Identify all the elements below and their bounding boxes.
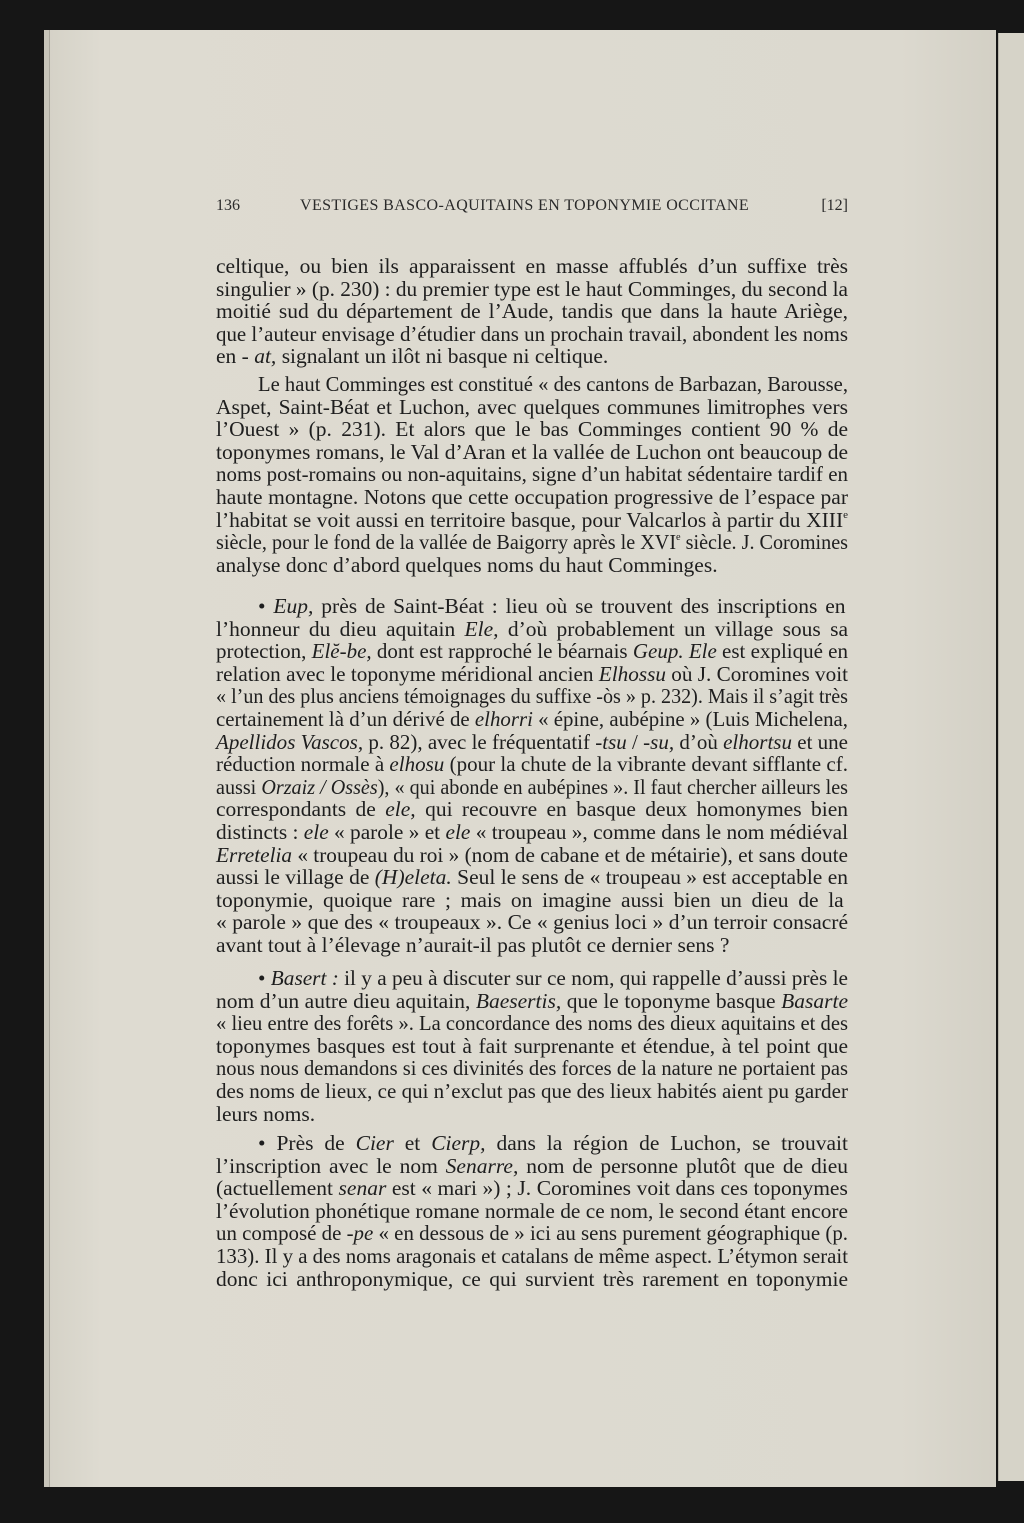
text-line <box>216 1035 848 1058</box>
text-line-content <box>216 1103 315 1126</box>
text-run: que l’auteur envisage d’étudier dans un prochain travail, abondent les noms <box>216 321 848 346</box>
text-line <box>216 441 848 464</box>
text-run: toponymes romans, le Val d’Aran et la vallée de Luchon ont beaucoup de <box>216 439 848 464</box>
italic-term: at, <box>254 344 277 369</box>
italic-term: elhortsu <box>723 729 792 754</box>
italic-term: Orzaiz / Ossès <box>261 774 378 799</box>
page-edge <box>44 30 50 1487</box>
text-line <box>216 1245 848 1268</box>
text-line <box>216 418 848 441</box>
text-line <box>216 278 848 301</box>
text-line-content <box>216 1222 848 1245</box>
text-run: celtique, ou bien ils apparaissent en masse affublés d’un suffixe très <box>216 254 848 278</box>
text-line-content <box>216 396 848 419</box>
text-run: (actuellement <box>216 1176 339 1201</box>
text-line <box>216 731 848 754</box>
text-line <box>216 255 848 278</box>
text-run: / <box>626 729 644 754</box>
text-run: donc ici anthroponymique, ce qui survient très rarement en toponymie <box>216 1266 848 1291</box>
text-line-content <box>216 753 848 776</box>
text-line-content <box>216 798 848 821</box>
text-run: réduction normale à <box>216 752 390 777</box>
text-line <box>216 640 848 663</box>
text-line <box>216 1268 848 1291</box>
text-line-content <box>258 373 848 396</box>
text-run: siècle. J. Coromines <box>680 530 848 555</box>
text-run: et une <box>791 729 848 754</box>
text-line-content <box>258 595 846 618</box>
running-title: VESTIGES BASCO-AQUITAINS EN TOPONYMIE OCCITANE <box>300 197 750 214</box>
text-line <box>216 798 848 821</box>
text-line-content <box>216 300 848 323</box>
text-run: analyse donc d’abord quelques noms du haut Comminges. <box>216 552 718 577</box>
text-run: protection, <box>216 639 312 664</box>
text-run: où J. Coromines voit <box>665 661 848 686</box>
text-line-content <box>258 1132 848 1155</box>
text-run: l’honneur du dieu aquitain <box>216 616 465 641</box>
text-run: • <box>258 966 271 990</box>
italic-term: ele, <box>385 797 416 822</box>
text-line <box>216 396 848 419</box>
text-run: « parole » que des « troupeaux ». Ce « genius loci » d’un terroir consacré <box>216 910 848 935</box>
text-line <box>216 1222 848 1245</box>
text-line <box>216 934 848 957</box>
text-run: nom d’un autre dieu aquitain, <box>216 988 476 1013</box>
text-line <box>216 1080 848 1103</box>
text-run: l’évolution phonétique romane normale de ce nom, le second étant encore <box>216 1198 848 1223</box>
text-line-content <box>216 323 848 346</box>
text-run: d’où probablement un village sous sa <box>498 616 848 641</box>
text-line-content <box>216 1155 848 1178</box>
text-run: « épine, aubépine » (Luis Michelena, <box>532 706 848 731</box>
text-run: noms post-romains ou non-aquitains, signe d’un habitat sédentaire tardif en <box>216 462 848 487</box>
text-line <box>216 463 848 486</box>
superscript: e <box>676 531 681 544</box>
italic-term: Baesertis, <box>475 988 562 1013</box>
text-run: « parole » et <box>328 819 446 844</box>
text-line <box>216 618 848 641</box>
italic-term: -tsu <box>595 729 627 754</box>
italic-term: -pe <box>346 1221 374 1246</box>
text-line-content <box>216 1177 848 1200</box>
italic-term: Ele, <box>464 616 499 641</box>
text-line-content <box>216 1200 848 1223</box>
text-run: l’Ouest » (p. 231). Et alors que le bas Comminges contient 90 % de <box>216 417 848 442</box>
text-run: dans la région de Luchon, se trouvait <box>485 1131 848 1155</box>
italic-term: Geup. Ele <box>632 639 717 664</box>
text-line-content <box>216 441 848 464</box>
text-line-content <box>216 934 729 957</box>
text-run: près de Saint-Béat : lieu où se trouvent des inscriptions en <box>313 594 846 618</box>
italic-term: ele <box>303 819 329 844</box>
text-line-content <box>216 866 848 889</box>
text-line-content <box>216 1268 848 1291</box>
text-run: toponymes basques est tout à fait surprenante et étendue, à tel point que <box>216 1033 848 1058</box>
italic-term: Basarte <box>781 988 848 1013</box>
italic-term: Cierp, <box>431 1131 486 1155</box>
italic-term: Cier <box>355 1131 394 1155</box>
text-run: « troupeau », comme dans le nom médiéval <box>470 819 848 844</box>
text-line-content <box>216 731 848 754</box>
paragraph-haut-comminges <box>216 373 848 576</box>
text-line <box>216 1103 848 1126</box>
text-line-content <box>216 278 848 301</box>
italic-term: Elhossu <box>598 661 666 686</box>
text-run: « troupeau du roi » (nom de cabane et de métairie), et sans doute <box>292 842 848 867</box>
text-line <box>216 531 848 554</box>
text-run: « lieu entre des forêts ». La concordance des noms des dieux aquitains et des <box>216 1011 848 1036</box>
text-line <box>216 554 848 577</box>
text-line-content <box>216 821 848 844</box>
text-run: toponymie, quoique rare ; mais on imagine aussi bien un dieu de la <box>216 887 844 912</box>
text-run: aussi le village de <box>216 865 375 890</box>
text-run: et <box>393 1131 432 1155</box>
text-run: est expliqué en <box>716 639 848 664</box>
italic-term: Elĕ-be, <box>311 639 372 664</box>
paragraph-eup <box>216 595 848 957</box>
text-run: singulier » (p. 230) : du premier type est le haut Comminges, du second la <box>216 276 848 301</box>
text-line <box>216 1012 848 1035</box>
text-line <box>216 990 848 1013</box>
paragraph-cier-cierp <box>216 1132 848 1290</box>
text-run: nom de personne plutôt que de dieu <box>518 1153 849 1178</box>
text-run: un composé de <box>216 1221 347 1246</box>
text-line-content <box>216 531 848 554</box>
paragraph-intro-continuation <box>216 255 848 368</box>
italic-term: -su, <box>643 729 675 754</box>
text-line-content <box>216 418 848 441</box>
text-run: 133). Il y a des noms aragonais et catalans de même aspect. L’étymon serait <box>216 1243 848 1268</box>
running-header <box>216 197 848 219</box>
text-line <box>216 345 848 368</box>
text-line <box>216 1132 848 1155</box>
text-line-content <box>258 967 848 990</box>
text-run: des noms de lieux, ce qui n’exclut pas que des lieux habités aient pu garder <box>216 1078 848 1103</box>
text-line <box>216 1057 848 1080</box>
italic-term: Eup, <box>273 594 314 618</box>
page-number: 136 <box>216 197 240 214</box>
text-run: leurs noms. <box>216 1101 316 1126</box>
text-line-content <box>216 345 608 368</box>
text-run: l’habitat se voit aussi en territoire basque, pour Valcarlos à partir du XIII <box>216 507 844 532</box>
italic-term: Senarre, <box>445 1153 519 1178</box>
text-run: moitié sud du département de l’Aude, tandis que dans la haute Ariège, <box>216 299 848 324</box>
text-run: correspondants de <box>216 797 386 822</box>
italic-term: senar <box>338 1176 387 1201</box>
italic-term: ele <box>445 819 471 844</box>
text-line-content <box>216 1080 848 1103</box>
text-run: aussi <box>216 774 262 799</box>
text-line-content <box>216 1012 848 1035</box>
text-run: que le toponyme basque <box>561 988 782 1013</box>
text-line-content <box>216 1035 848 1058</box>
text-line-content <box>216 1057 848 1080</box>
text-line <box>216 509 848 532</box>
text-run: siècle, pour le fond de la vallée de Baigorry après le XVI <box>216 530 677 555</box>
text-run: en - <box>216 344 255 369</box>
italic-term: elhorri <box>474 706 533 731</box>
text-run: haute montagne. Notons que cette occupation progressive de l’espace par <box>216 484 848 509</box>
text-line <box>216 595 848 618</box>
text-run: dont est rapproché le béarnais <box>371 639 633 664</box>
text-line <box>216 1200 848 1223</box>
text-line-content <box>216 618 848 641</box>
text-run: certainement là d’un dérivé de <box>216 706 475 731</box>
text-line <box>216 685 848 708</box>
section-number: [12] <box>821 197 848 214</box>
text-line <box>216 866 848 889</box>
text-run: • <box>258 594 274 618</box>
superscript: e <box>843 508 848 521</box>
text-line-content <box>216 685 848 708</box>
facing-page-edge <box>998 33 1024 1481</box>
paragraph-basert <box>216 967 848 1125</box>
text-run: qui recouvre en basque deux homonymes bien <box>415 797 848 822</box>
text-line <box>216 844 848 867</box>
text-line <box>216 708 848 731</box>
text-line <box>216 821 848 844</box>
text-run: l’inscription avec le nom <box>216 1153 446 1178</box>
text-run: signalant un ilôt ni basque ni celtique. <box>276 344 609 369</box>
text-run: p. 82), avec le fréquentatif <box>363 729 596 754</box>
italic-term: Apellidos Vascos, <box>216 729 364 754</box>
text-line <box>216 776 848 799</box>
text-run: « l’un des plus anciens témoignages du suffixe -òs » p. 232). Mais il s’agit très <box>216 684 848 709</box>
text-line-content <box>216 255 848 278</box>
text-line <box>216 373 848 396</box>
text-line <box>216 323 848 346</box>
italic-term: elhosu <box>389 752 445 777</box>
text-line-content <box>216 663 848 686</box>
text-run: ), « qui abonde en aubépines ». Il faut chercher ailleurs les <box>377 774 848 799</box>
text-line <box>216 1177 848 1200</box>
text-line-content <box>216 554 718 577</box>
text-line <box>216 753 848 776</box>
text-line-content <box>216 708 848 731</box>
text-line <box>216 663 848 686</box>
text-run: avant tout à l’élevage n’aurait-il pas plutôt ce dernier sens ? <box>216 932 730 957</box>
text-line-content <box>216 1245 848 1268</box>
text-line-content <box>216 911 848 934</box>
italic-term: (H)eleta. <box>374 865 452 890</box>
text-line-content <box>216 509 848 532</box>
text-line <box>216 486 848 509</box>
text-run: relation avec le toponyme méridional ancien <box>216 661 599 686</box>
text-run: d’où <box>674 729 724 754</box>
text-line <box>216 300 848 323</box>
text-run: il y a peu à discuter sur ce nom, qui rappelle d’aussi près le <box>338 966 848 990</box>
text-run: (pour la chute de la vibrante devant sifflante cf. <box>444 752 848 777</box>
text-line <box>216 967 848 990</box>
text-run: Seul le sens de « troupeau » est acceptable en <box>451 865 848 890</box>
text-line-content <box>216 486 848 509</box>
text-run: « en dessous de » ici au sens purement géographique (p. <box>373 1221 848 1246</box>
text-line-content <box>216 463 848 486</box>
text-run: nous nous demandons si ces divinités des forces de la nature ne portaient pas <box>216 1056 848 1081</box>
text-line <box>216 889 848 912</box>
text-line-content <box>216 776 848 799</box>
text-line-content <box>216 640 848 663</box>
text-run: est « mari ») ; J. Coromines voit dans ces toponymes <box>386 1176 848 1201</box>
text-run: • Près de <box>258 1131 356 1155</box>
text-line-content <box>216 990 848 1013</box>
text-line-content <box>216 844 848 867</box>
text-line-content <box>216 889 844 912</box>
text-run: Aspet, Saint-Béat et Luchon, avec quelques communes limitrophes vers <box>216 394 848 419</box>
italic-term: Erretelia <box>216 842 293 867</box>
text-line <box>216 1155 848 1178</box>
italic-term: Basert : <box>270 966 339 990</box>
text-run: Le haut Comminges est constitué « des cantons de Barbazan, Barousse, <box>258 372 848 396</box>
text-line <box>216 911 848 934</box>
text-run: distincts : <box>216 819 304 844</box>
